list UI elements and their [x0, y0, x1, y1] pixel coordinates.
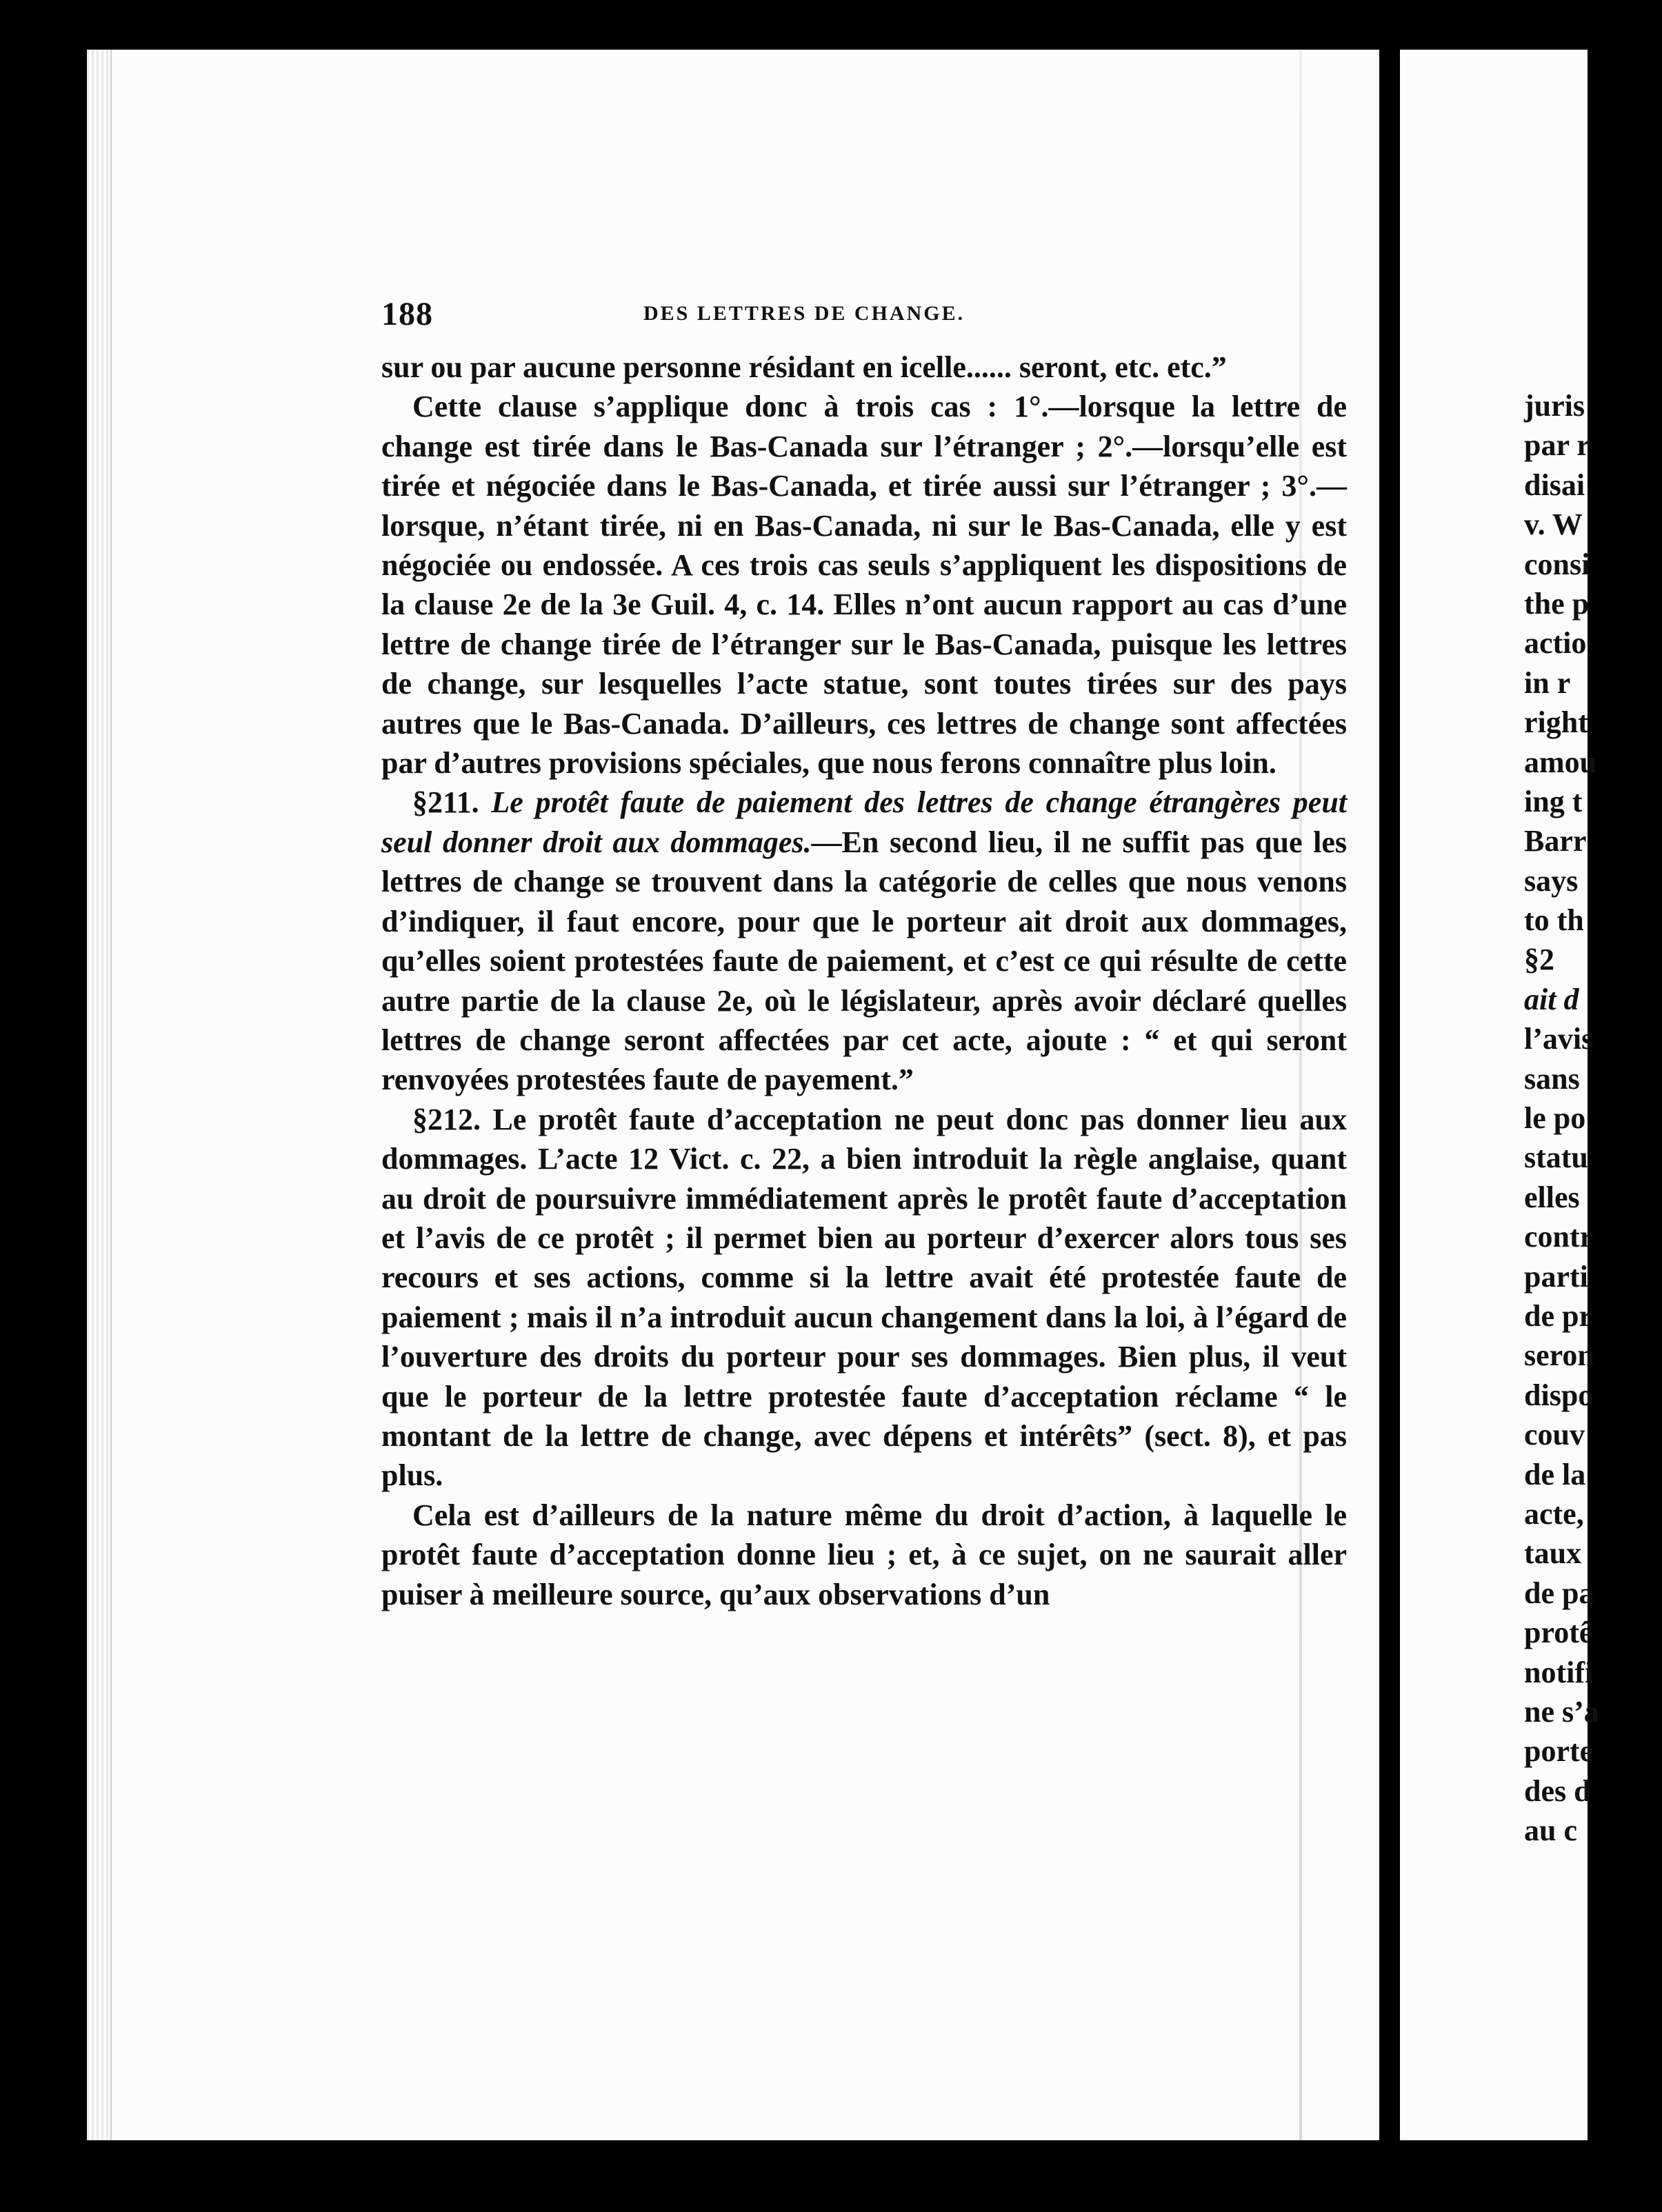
section-number-211: §211.	[412, 785, 479, 820]
running-title: DES LETTRES DE CHANGE.	[643, 302, 965, 325]
right-page-line-fragment: says	[1524, 863, 1579, 898]
section-body-212: Le protêt faute d’acceptation ne peut donc pas donner lieu aux dommages. L’acte 12 Vict. c. 22, a bien introduit la règle anglaise, quant au droit de poursuivre immédiatement après le protêt faute d’acceptation et l’avis de ce protêt ; il permet bien au porteur d’exercer alors tous ses recours et ses actions, comme si la lettre avait été protestée faute de paiement ; mais il n’a introduit aucun changement dans la loi, à l’égard de l’ouverture des droits du porteur pour ses dommages. Bien plus, il veut que le porteur de la lettre protestée faute d’acceptation réclame “ le montant de la lettre de change, avec dépens et intérêts” (sect. 8), et pas plus.	[381, 1102, 1347, 1493]
right-page-line-fragment: parti	[1524, 1259, 1588, 1294]
section-number-212: §212.	[412, 1102, 481, 1136]
right-page-line-fragment: l’avis	[1524, 1022, 1594, 1056]
right-page-line-fragment: elles	[1524, 1180, 1580, 1214]
right-page-line-fragment: couv	[1524, 1418, 1585, 1452]
right-page-line-fragment: acte,	[1524, 1496, 1584, 1531]
right-page-line-fragment: right	[1524, 705, 1588, 740]
right-page-line-fragment: dispo	[1524, 1378, 1594, 1412]
right-page-line-fragment: statu	[1524, 1140, 1588, 1175]
right-page-line-fragment: ne s’a	[1524, 1694, 1599, 1729]
right-page-line-fragment: disai	[1524, 467, 1585, 502]
right-page-line-fragment: de pa	[1524, 1576, 1594, 1610]
right-page-line-fragment: juris	[1524, 389, 1585, 423]
right-page-line-fragment: porte	[1524, 1734, 1594, 1769]
right-page-line-fragment: des d	[1524, 1773, 1591, 1808]
page-text-block	[381, 292, 1347, 1614]
right-page-line-fragment: v. W	[1524, 507, 1583, 542]
right-page-line-fragment: taux	[1524, 1536, 1582, 1571]
right-page-line-fragment: consi	[1524, 547, 1590, 581]
paragraph-section-211	[381, 783, 1347, 1099]
right-page-line-fragment: contr	[1524, 1220, 1594, 1254]
right-page-line-fragment: to th	[1524, 903, 1584, 938]
right-page-line-fragment: de pr	[1524, 1298, 1592, 1333]
right-page-line-fragment: au c	[1524, 1813, 1577, 1848]
right-page-line-fragment: protê	[1524, 1616, 1593, 1650]
right-page-line-fragment: Barr	[1524, 824, 1587, 858]
right-page-line-fragment: the p	[1524, 586, 1590, 621]
right-page-line-fragment: ing t	[1524, 784, 1583, 818]
section-body-211: —En second lieu, il ne suffit pas que les lettres de change se trouvent dans la catégorie de celles que nous venons d’indiquer, il faut encore, pour que le porteur ait droit aux dommages, qu’elles soient protestées faute de paiement, et c’est ce qui résulte de cette autre partie de la clause 2e, où le législateur, après avoir déclaré quelles lettres de change seront affectées par cet acte, ajoute : “ et qui seront renvoyées protestées faute de payement.”	[381, 825, 1347, 1097]
right-page-line-fragment: in r	[1524, 665, 1571, 700]
right-page-line-fragment: par r	[1524, 428, 1590, 463]
right-book-page	[1400, 50, 1599, 2140]
right-page-text-fragments	[1524, 386, 1662, 1850]
right-page-line-fragment: ait d	[1524, 982, 1579, 1016]
paragraph-closing: Cela est d’ailleurs de la nature même du droit d’action, à laquelle le protêt faute d’acceptation donne lieu ; et, à ce sujet, on ne saurait aller puiser à meilleure source, qu’aux observations d’un	[381, 1498, 1347, 1611]
running-head	[381, 292, 1347, 342]
page-edge-stack	[87, 50, 112, 2140]
right-page-line-fragment: amou	[1524, 745, 1597, 779]
right-page-line-fragment: actio	[1524, 626, 1587, 661]
right-page-line-fragment: sans	[1524, 1061, 1580, 1096]
paragraph-section-212	[381, 1100, 1347, 1496]
paragraph-clause-cases: Cette clause s’applique donc à trois cas : 1°.—lorsque la lettre de change est tirée dans le Bas-Canada sur l’étranger ; 2°.—lorsqu’elle est tirée et négociée dans le Bas-Canada, et tirée aussi sur l’étranger ; 3°.—lorsque, n’étant tirée, ni en Bas-Canada, ni sur le Bas-Canada, elle y est négociée ou endossée. A ces trois cas seuls s’appliquent les dispositions de la clause 2e de la 3e Guil. 4, c. 14. Elles n’ont aucun rapport au cas d’une lettre de change tirée de l’étranger sur le Bas-Canada, puisque les lettres de change, sur lesquelles l’acte statue, sont toutes tirées sur des pays autres que le Bas-Canada. D’ailleurs, ces lettres de change sont affectées par d’autres provisions spéciales, que nous ferons connaître plus loin.	[381, 390, 1347, 781]
paragraph-continuation: sur ou par aucune personne résidant en icelle...... seront, etc. etc.”	[381, 350, 1227, 384]
right-page-line-fragment: de la	[1524, 1457, 1586, 1491]
left-book-page	[87, 50, 1379, 2140]
right-page-line-fragment: seron	[1524, 1338, 1594, 1373]
right-page-line-fragment: notifi	[1524, 1655, 1594, 1689]
page-number: 188	[381, 296, 433, 332]
right-page-line-fragment: le po	[1524, 1101, 1586, 1136]
section-heading-211: Le protêt faute de paiement des lettres de change étrangères peut seul donner droit aux dommages.	[381, 785, 1348, 859]
right-page-line-fragment: §2	[1524, 943, 1554, 977]
